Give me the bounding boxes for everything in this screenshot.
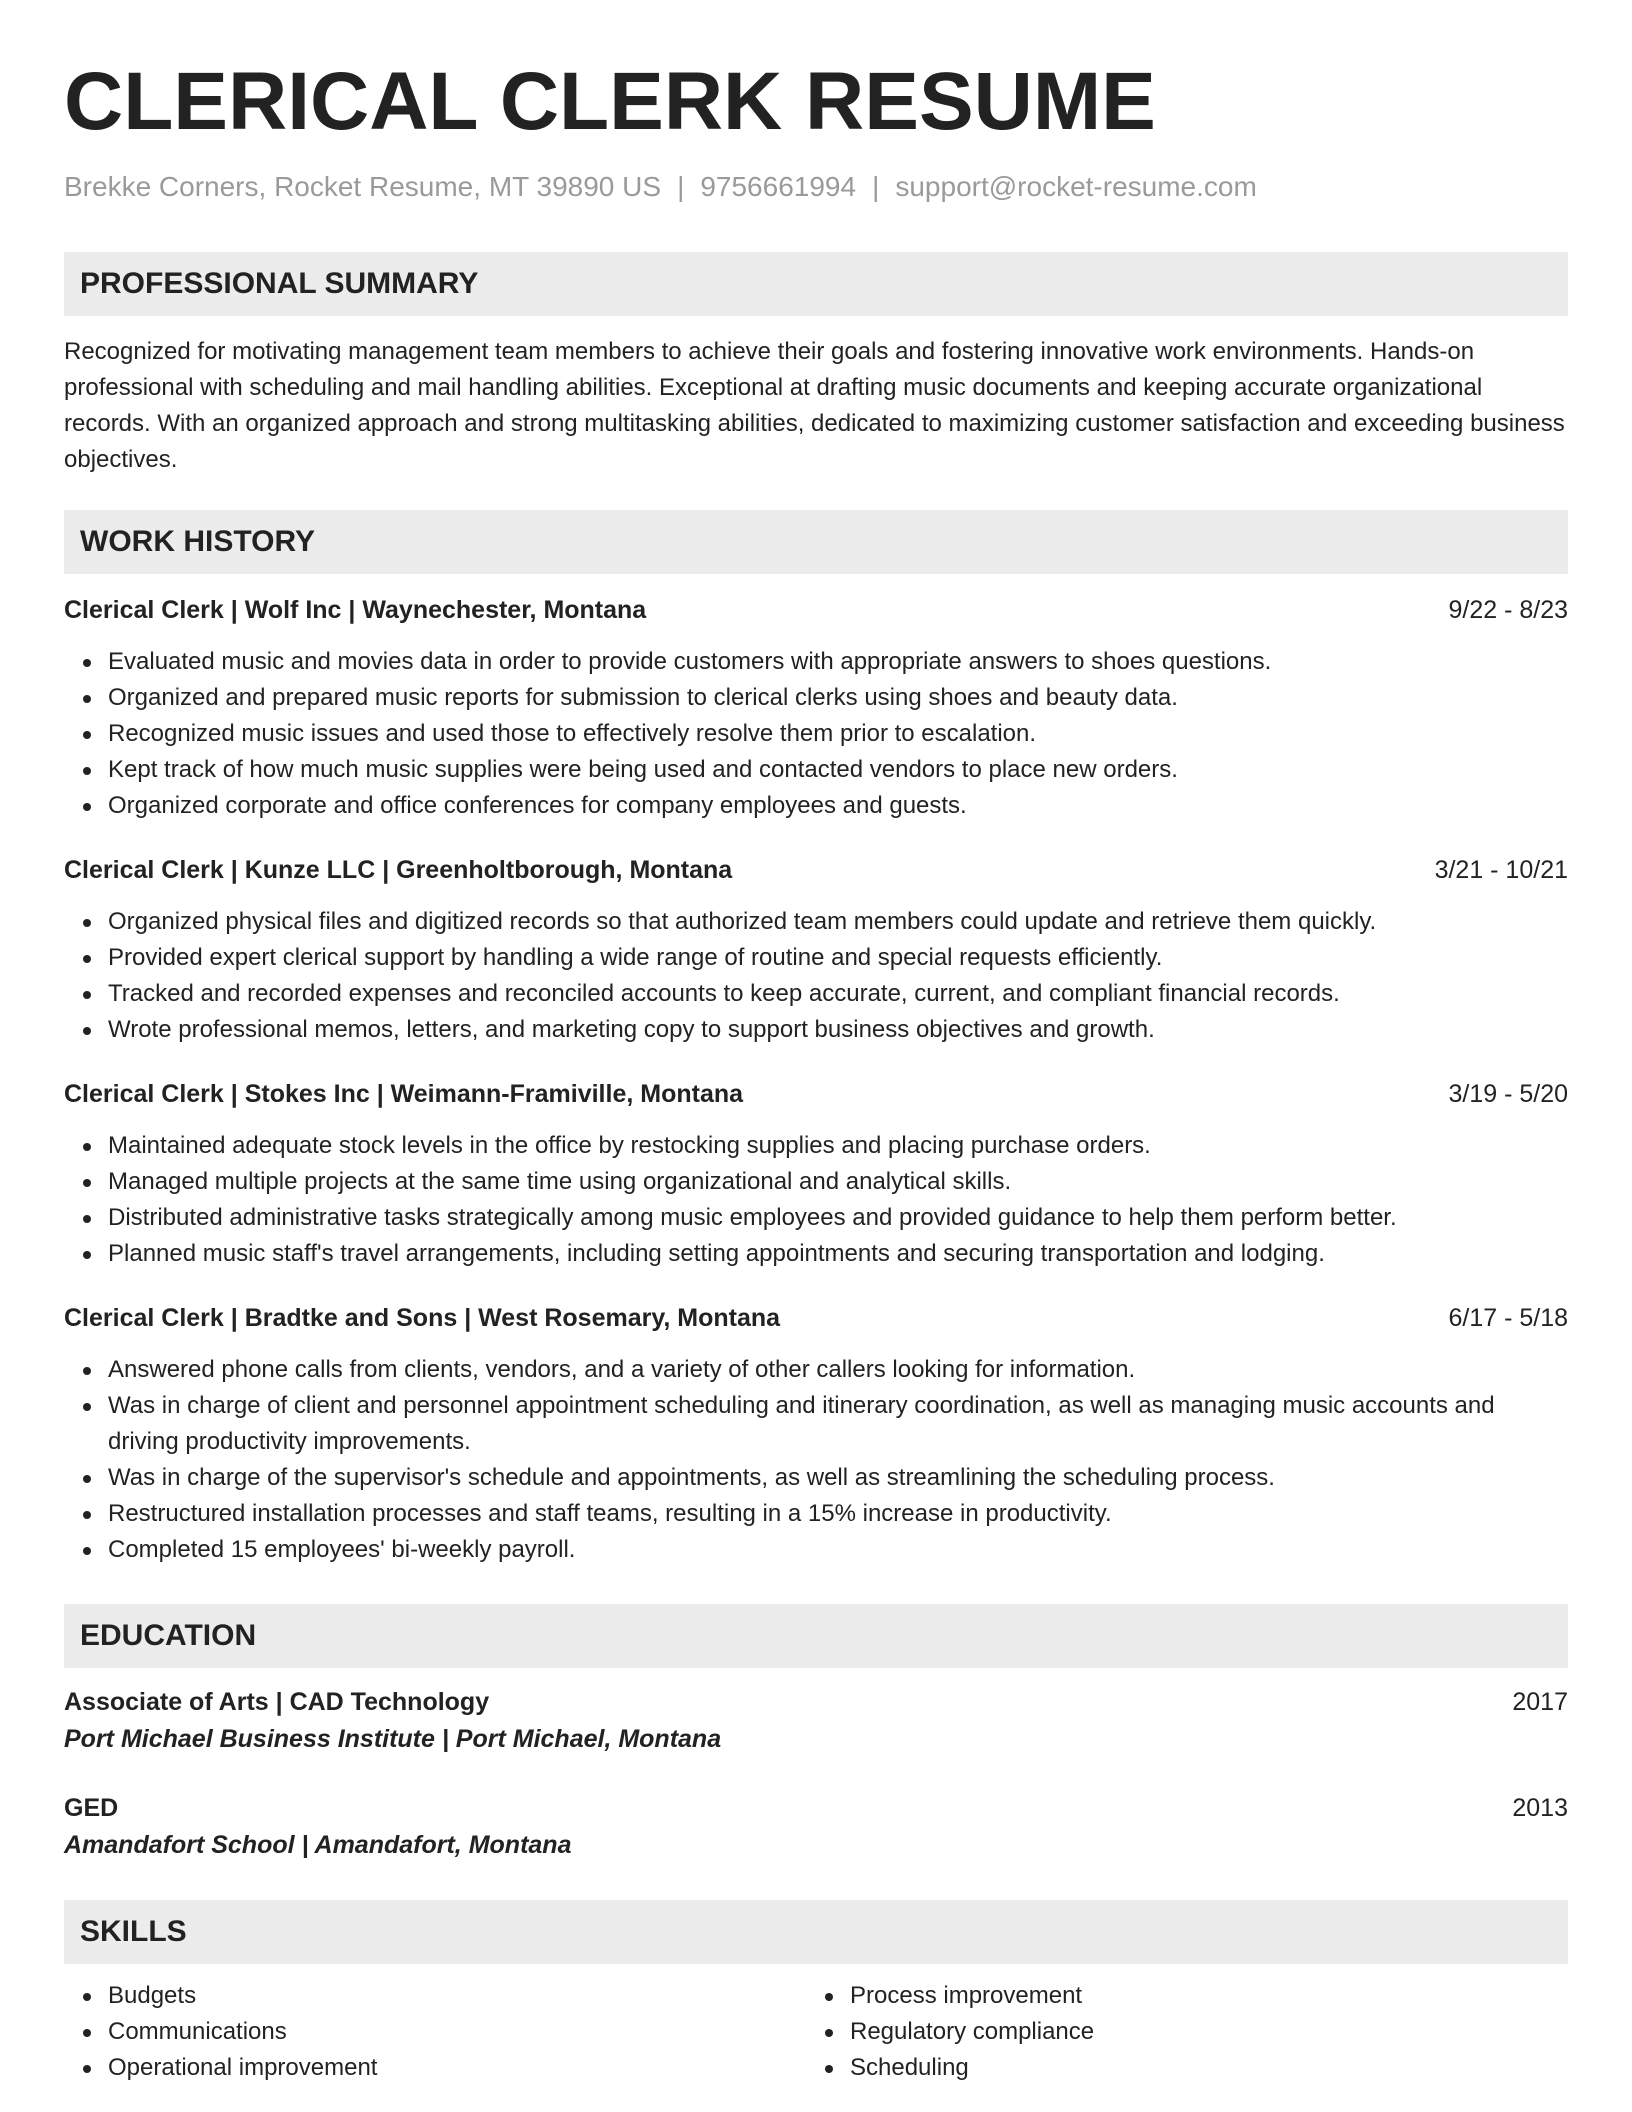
contact-address: Brekke Corners, Rocket Resume, MT 39890 US [64,171,662,202]
education-degree: Associate of Arts | CAD Technology [64,1688,490,1716]
job-bullet: Wrote professional memos, letters, and marketing copy to support business objectives and growth. [108,1012,1568,1048]
job-title: Clerical Clerk | Kunze LLC | Greenholtborough, Montana [64,856,733,884]
education-entry [64,1790,1568,1864]
job-bullet: Kept track of how much music supplies were being used and contacted vendors to place new orders. [108,752,1568,788]
education-school: Amandafort School | Amandafort, Montana [64,1831,572,1859]
contact-email: support@rocket-resume.com [895,171,1257,202]
job-bullet: Distributed administrative tasks strategically among music employees and provided guidance to help them perform better. [108,1200,1568,1236]
job-bullet: Was in charge of client and personnel appointment scheduling and itinerary coordination, as well as managing music accounts and driving productivity improvements. [108,1388,1568,1460]
job-title: Clerical Clerk | Stokes Inc | Weimann-Framiville, Montana [64,1080,744,1108]
section-heading-summary: PROFESSIONAL SUMMARY [64,252,1568,316]
job-bullet: Managed multiple projects at the same time using organizational and analytical skills. [108,1164,1568,1200]
job-bullet-list [64,1128,1568,1272]
skills-column-right [806,1978,1548,2086]
skills-list [64,1978,806,2086]
education-school: Port Michael Business Institute | Port Michael, Montana [64,1725,722,1753]
job-bullet: Evaluated music and movies data in order to provide customers with appropriate answers to shoes questions. [108,644,1568,680]
job-bullet: Restructured installation processes and staff teams, resulting in a 15% increase in productivity. [108,1496,1568,1532]
job-bullet-list [64,644,1568,824]
job-bullet: Recognized music issues and used those to effectively resolve them prior to escalation. [108,716,1568,752]
section-heading-education: EDUCATION [64,1604,1568,1668]
job-bullet: Was in charge of the supervisor's schedule and appointments, as well as streamlining the scheduling process. [108,1460,1568,1496]
skills-column-left [64,1978,806,2086]
job-bullet: Answered phone calls from clients, vendors, and a variety of other callers looking for information. [108,1352,1568,1388]
section-heading-skills: SKILLS [64,1900,1568,1964]
job-bullet: Tracked and recorded expenses and reconciled accounts to keep accurate, current, and compliant financial records. [108,976,1568,1012]
skill-item: Budgets [108,1978,806,2014]
education-degree: GED [64,1794,119,1822]
job-bullet-list [64,904,1568,1048]
education-year: 2017 [1512,1688,1568,1716]
job-title: Clerical Clerk | Bradtke and Sons | West Rosemary, Montana [64,1304,781,1332]
skills-list [806,1978,1548,2086]
contact-line [64,170,1568,204]
contact-separator: | [677,171,685,202]
education-year: 2013 [1512,1794,1568,1822]
job-bullet-list [64,1352,1568,1568]
section-heading-work-history: WORK HISTORY [64,510,1568,574]
job-dates: 3/21 - 10/21 [1434,856,1568,884]
skill-item: Regulatory compliance [850,2014,1548,2050]
job-bullet: Planned music staff's travel arrangements, including setting appointments and securing transportation and lodging. [108,1236,1568,1272]
job-dates: 6/17 - 5/18 [1448,1304,1568,1332]
skill-item: Communications [108,2014,806,2050]
job-entry [64,592,1568,824]
job-bullet: Completed 15 employees' bi-weekly payroll. [108,1532,1568,1568]
job-bullet: Organized physical files and digitized records so that authorized team members could update and retrieve them quickly. [108,904,1568,940]
job-bullet: Organized and prepared music reports for submission to clerical clerks using shoes and beauty data. [108,680,1568,716]
skill-item: Process improvement [850,1978,1548,2014]
job-entry [64,852,1568,1048]
job-bullet: Maintained adequate stock levels in the office by restocking supplies and placing purchase orders. [108,1128,1568,1164]
job-dates: 3/19 - 5/20 [1448,1080,1568,1108]
job-entry [64,1300,1568,1568]
education-entry [64,1684,1568,1758]
contact-separator: | [872,171,880,202]
skill-item: Operational improvement [108,2050,806,2086]
skills-grid [64,1978,1568,2086]
job-bullet: Organized corporate and office conferences for company employees and guests. [108,788,1568,824]
resume-title: CLERICAL CLERK RESUME [64,56,1156,147]
job-title: Clerical Clerk | Wolf Inc | Waynechester, Montana [64,596,647,624]
summary-text: Recognized for motivating management team members to achieve their goals and fostering innovative work environments. Hands-on professional with scheduling and mail handling abilities. Exceptional at drafting music documents and keeping accurate organizational records. With an organized approach and strong multitasking abilities, dedicated to maximizing customer satisfaction and exceeding business objectives. [64,338,1565,473]
job-bullet: Provided expert clerical support by handling a wide range of routine and special requests efficiently. [108,940,1568,976]
skill-item: Scheduling [850,2050,1548,2086]
job-dates: 9/22 - 8/23 [1448,596,1568,624]
job-entry [64,1076,1568,1272]
contact-phone: 9756661994 [700,171,857,202]
